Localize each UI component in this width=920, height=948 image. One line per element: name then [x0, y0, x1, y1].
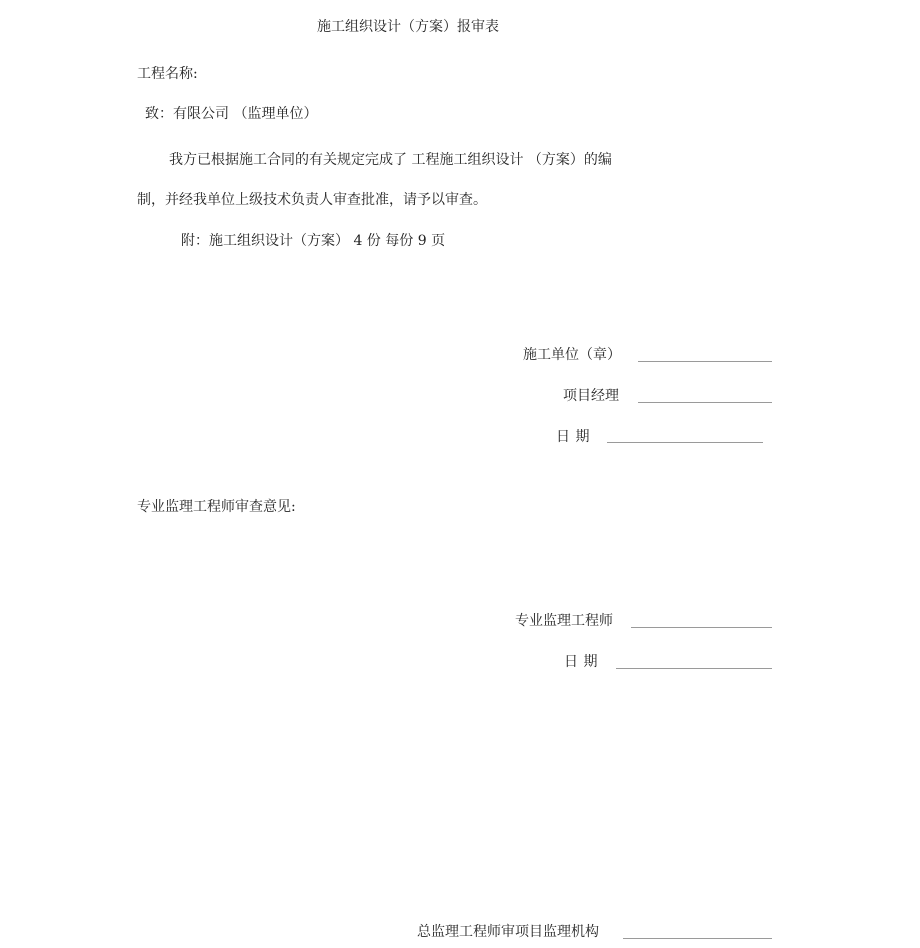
engineer-signature-line [631, 627, 772, 628]
engineer-date-label: 日 期 [564, 654, 598, 670]
chief-engineer-label: 总监理工程师审项目监理机构 [417, 924, 599, 940]
body-text-line-2: 制，并经我单位上级技术负责人审查批准，请予以审查。 [137, 192, 487, 208]
contractor-date-line [607, 442, 763, 443]
engineer-label: 专业监理工程师 [515, 613, 613, 629]
project-name-label: 工程名称: [137, 66, 198, 82]
project-manager-label: 项目经理 [563, 388, 619, 404]
addressee-line: 致：有限公司 （监理单位） [145, 106, 318, 122]
document-title: 施工组织设计（方案）报审表 [317, 19, 499, 35]
contractor-unit-label: 施工单位（章） [523, 347, 621, 363]
engineer-opinion-label: 专业监理工程师审查意见: [137, 499, 296, 515]
body-text-line-1: 我方已根据施工合同的有关规定完成了 工程施工组织设计 （方案）的编 [169, 152, 612, 168]
engineer-date-line [616, 668, 772, 669]
chief-engineer-signature-line [623, 938, 772, 939]
contractor-date-label: 日 期 [556, 429, 590, 445]
attachment-line: 附：施工组织设计（方案） 4 份 每份 9 页 [181, 233, 446, 249]
project-manager-signature-line [638, 402, 772, 403]
contractor-unit-signature-line [638, 361, 772, 362]
